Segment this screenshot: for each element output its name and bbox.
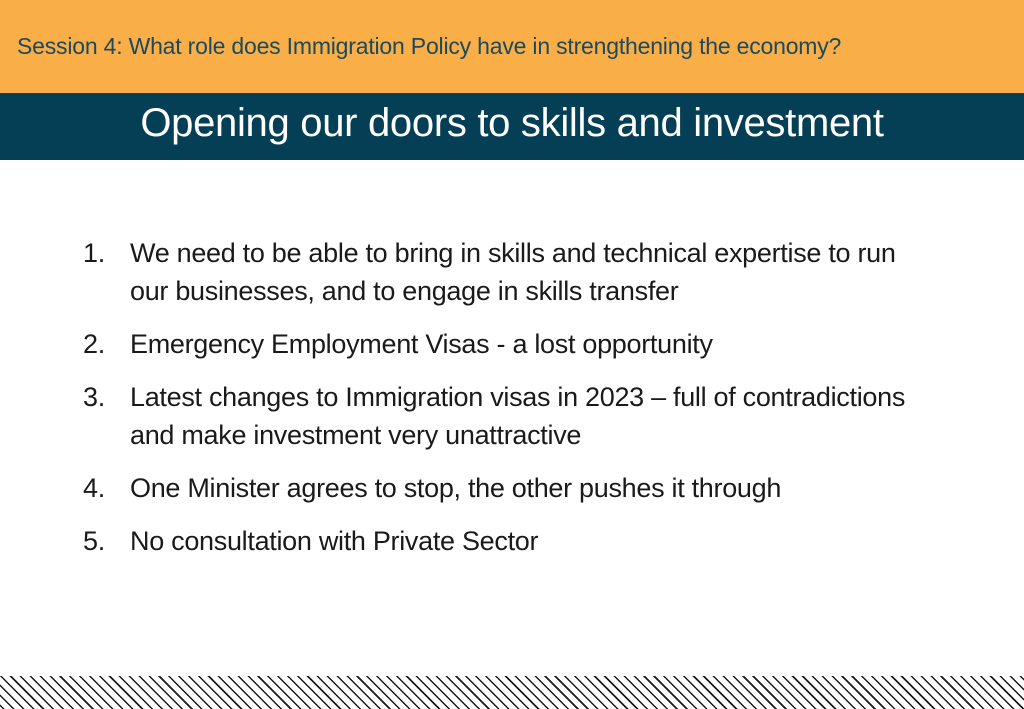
list-item-text: One Minister agrees to stop, the other pushes it through — [130, 473, 782, 503]
list-item — [0, 325, 1024, 363]
list-item-number: 3. — [83, 382, 105, 412]
list-item — [0, 522, 1024, 560]
slide-title: Opening our doors to skills and investment — [140, 101, 884, 145]
numbered-list — [0, 234, 1024, 575]
list-item-text: No consultation with Private Sector — [130, 526, 539, 556]
session-label: Session 4: What role does Immigration Policy have in strengthening the economy? — [17, 33, 842, 59]
list-item-text: We need to be able to bring in skills and technical expertise to run our businesses, and to engage in skills transfer — [130, 238, 896, 306]
decorative-pattern-strip — [0, 676, 1024, 709]
session-banner — [0, 0, 1024, 93]
list-item — [0, 378, 1024, 454]
list-item-number: 4. — [83, 473, 105, 503]
list-item — [0, 234, 1024, 310]
list-item-number: 1. — [83, 238, 105, 268]
title-banner — [0, 93, 1024, 160]
list-item — [0, 469, 1024, 507]
list-item-text: Latest changes to Immigration visas in 2023 – full of contradictions and make investment very unattractive — [130, 382, 906, 450]
list-item-text: Emergency Employment Visas - a lost opportunity — [130, 329, 713, 359]
list-item-number: 2. — [83, 329, 105, 359]
list-item-number: 5. — [83, 526, 105, 556]
